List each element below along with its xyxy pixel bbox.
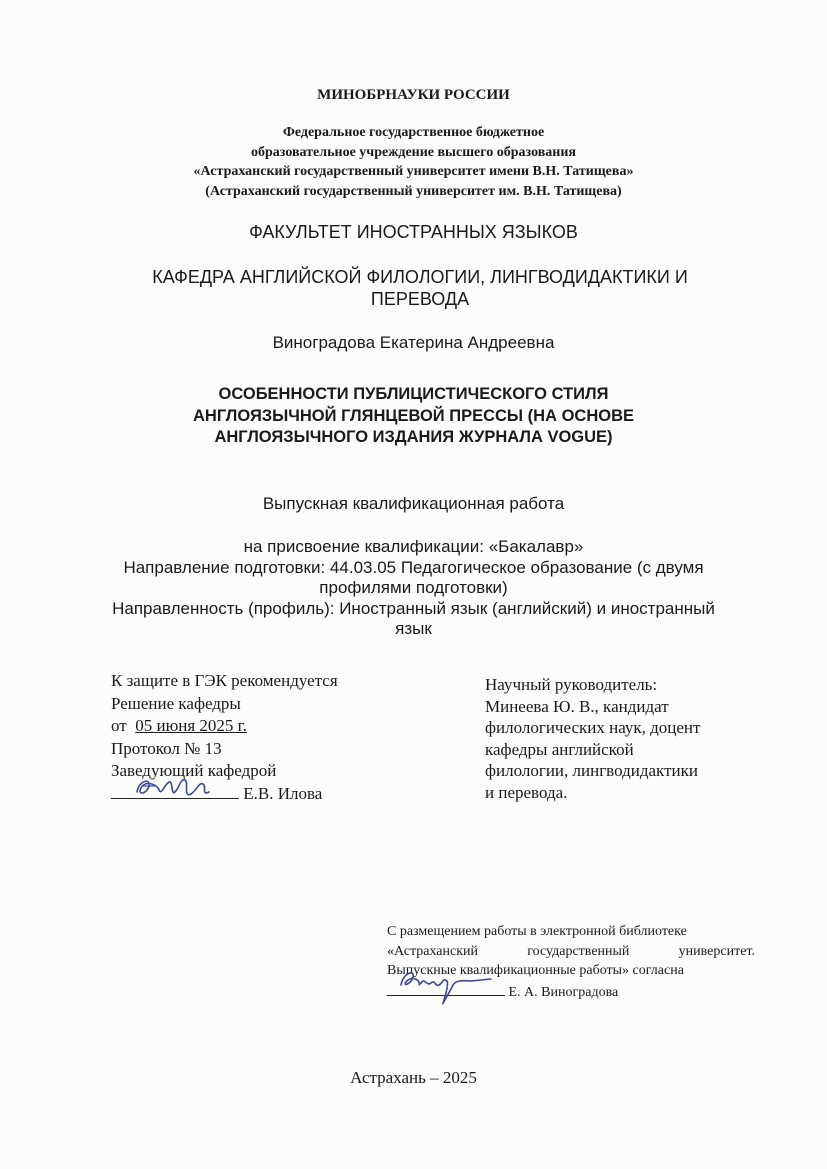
faculty-name: ФАКУЛЬТЕТ ИНОСТРАННЫХ ЯЗЫКОВ (249, 222, 578, 242)
supervisor-line-4: кафедры английской (485, 739, 634, 759)
consent-signature-field (387, 981, 505, 996)
defense-date-line (111, 715, 338, 738)
org-line-3: «Астраханский государственный университет имени В.Н. Татищева» (193, 164, 634, 179)
org-line-2: образовательное учреждение высшего образования (251, 144, 576, 160)
consent-signer-name: Е. А. Виноградова (508, 984, 619, 1000)
city-year: Астрахань – 2025 (350, 1068, 477, 1087)
org-line-4: (Астраханский государственный университет им. В.Н. Татищева) (205, 183, 622, 199)
defense-recommendation (111, 670, 338, 805)
supervisor-block (485, 674, 700, 804)
title-line-2: АНГЛОЯЗЫЧНОЙ ГЛЯНЦЕВОЙ ПРЕССЫ (НА ОСНОВЕ (192, 406, 634, 425)
thesis-title (0, 384, 827, 449)
supervisor-line-6: и перевода. (485, 782, 568, 802)
signature-field (111, 784, 239, 799)
supervisor-line-2: Минеева Ю. В., кандидат (485, 696, 669, 716)
date-prefix: от (111, 716, 127, 735)
work-type: Выпускная квалификационная работа (262, 494, 565, 513)
qualification-block (0, 537, 827, 640)
qualification-line-5: язык (395, 619, 432, 638)
supervisor-line-1: Научный руководитель: (485, 675, 658, 694)
title-line-1: ОСОБЕННОСТИ ПУБЛИЦИСТИЧЕСКОГО СТИЛЯ (218, 385, 609, 403)
decision-date: 05 июня 2025 г. (135, 716, 247, 735)
defense-line-1: К защите в ГЭК рекомендуется (111, 671, 338, 690)
head-name: Е.В. Илова (243, 783, 323, 803)
supervisor-line-5: филологии, лингводидактики (485, 761, 698, 781)
title-line-3: АНГЛОЯЗЫЧНОГО ИЗДАНИЯ ЖУРНАЛА VOGUE) (214, 428, 613, 446)
consent-line-2: «Астраханский государственный университет. (387, 943, 755, 959)
consent-line-1: С размещением работы в электронной библиотеке (387, 924, 687, 939)
qualification-line-2: Направление подготовки: 44.03.05 Педагогическое образование (с двумя (123, 557, 704, 577)
author-name: Виноградова Екатерина Андреевна (272, 333, 555, 352)
organization-block (0, 123, 827, 201)
defense-line-2: Решение кафедры (111, 693, 241, 713)
qualification-line-4: Направленность (профиль): Иностранный язык (английский) и иностранный (112, 598, 715, 618)
ministry-heading: МИНОБРНАУКИ РОССИИ (317, 87, 510, 103)
qualification-line-1: на присвоение квалификации: «Бакалавр» (243, 537, 584, 556)
qualification-line-3: профилями подготовки) (319, 578, 508, 597)
department-name: КАФЕДРА АНГЛИЙСКОЙ ФИЛОЛОГИИ, ЛИНГВОДИДАКТИКИ И ПЕРЕВОДА (152, 267, 688, 309)
consent-signature-line (387, 981, 755, 1003)
protocol-number: Протокол № 13 (111, 738, 222, 758)
author-signature-icon (391, 963, 501, 1009)
library-consent (387, 922, 755, 1002)
head-label: Заведующий кафедрой (111, 761, 277, 780)
consent-line-3: Выпускные квалификационные работы» согласна (387, 963, 684, 978)
head-signature-line (111, 783, 338, 806)
org-line-1: Федеральное государственное бюджетное (282, 125, 545, 140)
head-signature-icon (129, 770, 219, 806)
supervisor-line-3: филологических наук, доцент (485, 718, 701, 738)
